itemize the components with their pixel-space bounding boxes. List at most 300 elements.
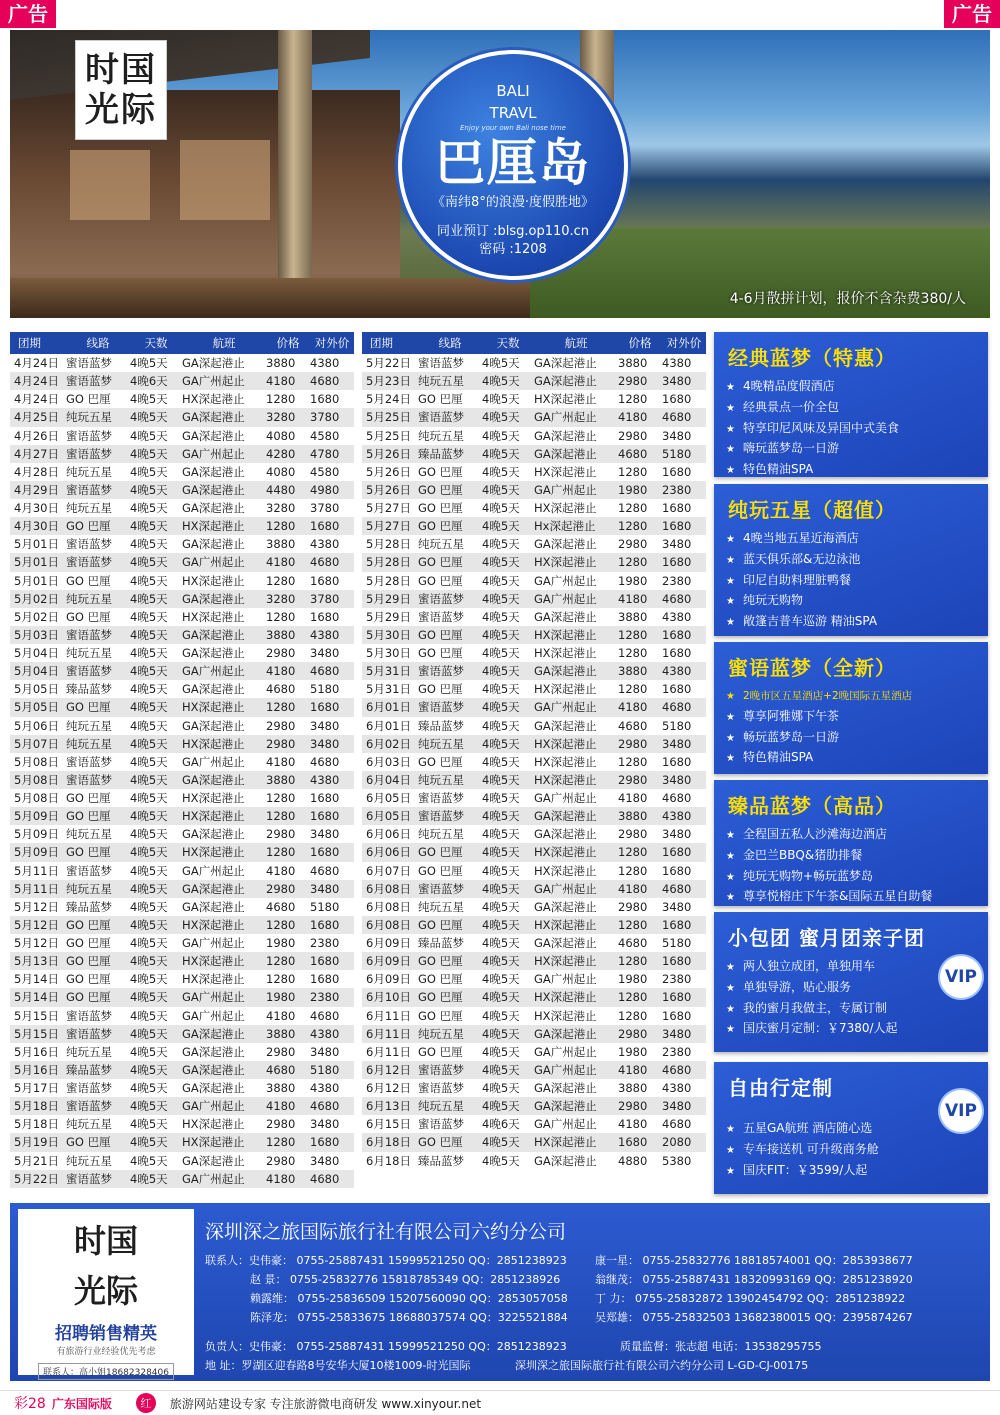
table-row: [10, 698, 354, 716]
table-cell: GA深起港止: [534, 356, 597, 371]
package-feature: ★ 特享印尼风味及异国中式美食: [726, 420, 899, 435]
table-cell: 1280: [266, 1135, 296, 1150]
table-cell: 5月12日: [14, 917, 59, 932]
table-cell: 4月27日: [14, 446, 59, 461]
column-header: 天数: [144, 336, 168, 350]
table-cell: 5月06日: [14, 718, 59, 733]
table-cell: 5月05日: [14, 700, 59, 715]
table-row: [362, 553, 706, 571]
table-cell: 5月29日: [366, 609, 411, 624]
package-feature: ★ 敞篷吉普车巡游 精油SPA: [726, 614, 878, 629]
star-icon: ★: [726, 444, 735, 456]
table-cell: 5月01日: [14, 555, 59, 570]
table-cell: 4080: [266, 464, 296, 479]
table-cell: HX深起港止: [182, 700, 245, 715]
contact-line: 联系人：史伟豪： 0755-25887431 15999521250 QQ：2851238923: [205, 1254, 567, 1267]
table-row: [362, 626, 706, 644]
table-cell: 5月22日: [14, 1171, 59, 1186]
star-icon: ★: [726, 382, 735, 393]
table-cell: 5月09日: [14, 845, 59, 860]
table-cell: HX深起港止: [182, 791, 245, 806]
table-cell: GO 巴厘: [418, 646, 463, 661]
table-cell: 3880: [618, 356, 648, 371]
table-cell: 1680: [310, 917, 340, 932]
recruit-contact: 联系人：高小姐18682328406: [38, 1363, 174, 1380]
table-cell: 3880: [266, 772, 296, 787]
table-cell: 4晚5天: [482, 1153, 520, 1168]
table-cell: HX深起港止: [534, 1135, 597, 1150]
table-cell: HX深起港止: [534, 555, 597, 570]
table-cell: GO 巴厘: [66, 609, 111, 624]
package-feature: ★ 印尼自助料理脏鸭餐: [726, 572, 851, 587]
table-cell: 5月25日: [366, 410, 411, 425]
table-cell: 4晚5天: [482, 1044, 520, 1059]
star-icon: ★: [726, 1124, 735, 1135]
table-cell: HX深起港止: [534, 627, 597, 642]
table-cell: 3880: [266, 627, 296, 642]
table-cell: 2980: [618, 772, 648, 787]
table-cell: 3480: [662, 374, 692, 389]
table-cell: GA广州起止: [182, 754, 245, 769]
package-panel: [714, 642, 988, 774]
table-cell: 3880: [266, 1026, 296, 1041]
table-cell: 5180: [310, 899, 340, 914]
table-cell: GA深起港止: [182, 627, 245, 642]
table-cell: GO 巴厘: [66, 990, 111, 1005]
table-cell: 4880: [618, 1153, 648, 1168]
edition-label: 广东国际版: [51, 1396, 112, 1411]
star-icon: ★: [726, 423, 735, 435]
title-badge: [398, 50, 628, 280]
table-cell: 3480: [310, 1153, 340, 1168]
table-cell: 3480: [662, 1099, 692, 1114]
table-cell: 纯玩五星: [66, 881, 112, 896]
column-header: 航班: [564, 336, 588, 350]
column-header: 价格: [628, 336, 652, 350]
edition-badge: 红: [136, 1393, 156, 1413]
table-cell: GO 巴厘: [418, 627, 463, 642]
table-cell: 1680: [662, 392, 692, 407]
table-cell: 5月31日: [366, 682, 411, 697]
table-cell: 4晚5天: [130, 791, 168, 806]
table-cell: GA深起港止: [534, 1081, 597, 1096]
table-cell: 纯玩五星: [66, 827, 112, 842]
table-cell: HX深起港止: [534, 845, 597, 860]
table-cell: 1680: [618, 1135, 648, 1150]
table-cell: 蜜语蓝梦: [418, 809, 464, 824]
package-feature: ★ 单独导游，贴心服务: [726, 979, 851, 994]
package-feature: ★ 国庆FIT：￥3599/人起: [726, 1162, 868, 1177]
table-cell: 4180: [618, 700, 648, 715]
table-cell: 5月19日: [14, 1135, 59, 1150]
table-cell: 4380: [662, 1081, 692, 1096]
table-cell: 3780: [310, 591, 340, 606]
table-cell: 5月02日: [14, 591, 59, 606]
table-cell: 4晚5天: [482, 446, 520, 461]
table-cell: 纯玩五星: [418, 1099, 464, 1114]
table-cell: 1680: [662, 555, 692, 570]
table-cell: GA深起港止: [534, 374, 597, 389]
table-row: [362, 572, 706, 590]
table-cell: GA广州起止: [182, 555, 245, 570]
table-row: [10, 427, 354, 445]
star-icon: ★: [726, 753, 735, 765]
table-cell: 4晚5天: [482, 881, 520, 896]
table-cell: 5月28日: [366, 573, 411, 588]
table-cell: 1280: [618, 392, 648, 407]
table-cell: GA广州起止: [182, 936, 245, 951]
contact-line: 赵 景： 0755-25832776 15818785349 QQ：2851238926: [250, 1273, 561, 1286]
table-cell: 4180: [618, 1117, 648, 1132]
package-feature: ★ 嗨玩蓝梦岛一日游: [726, 441, 839, 456]
table-cell: 2980: [618, 827, 648, 842]
table-cell: GA广州起止: [182, 664, 245, 679]
star-icon: ★: [726, 732, 735, 744]
table-cell: 4680: [266, 682, 296, 697]
table-row: [10, 789, 354, 807]
recruit-note: 有旅游行业经验优先考虑: [56, 1347, 156, 1357]
table-row: [10, 354, 354, 372]
star-icon: ★: [726, 711, 735, 723]
table-row: [10, 445, 354, 463]
table-cell: GA广州起止: [534, 410, 597, 425]
table-cell: 1280: [618, 627, 648, 642]
table-cell: 4月28日: [14, 464, 59, 479]
table-cell: GO 巴厘: [66, 917, 111, 932]
table-cell: 4680: [266, 899, 296, 914]
table-cell: 1280: [266, 972, 296, 987]
table-cell: 4晚5天: [130, 809, 168, 824]
table-cell: GA广州起止: [534, 972, 597, 987]
table-cell: 4晚5天: [130, 954, 168, 969]
table-cell: GA深起港止: [182, 410, 245, 425]
table-cell: 4晚5天: [130, 537, 168, 552]
table-cell: HX深起港止: [182, 736, 245, 751]
table-cell: 5月27日: [366, 519, 411, 534]
vip-badge: VIP: [940, 956, 982, 998]
table-cell: 4月24日: [14, 356, 59, 371]
table-row: [362, 408, 706, 426]
table-cell: GA深起港止: [182, 1153, 245, 1168]
table-cell: GA广州起止: [534, 1117, 597, 1132]
ad-label-left: 广告: [0, 0, 56, 28]
table-cell: 2380: [310, 936, 340, 951]
table-cell: 蜜语蓝梦: [66, 1081, 112, 1096]
footer-logo: 时国 光际 招聘销售精英 有旅游行业经验优先考虑 联系人：高小姐18682328406: [18, 1209, 194, 1375]
table-row: [10, 608, 354, 626]
table-row: [10, 1170, 354, 1188]
table-cell: 4380: [310, 356, 340, 371]
table-cell: 4晚5天: [130, 700, 168, 715]
table-cell: 5月12日: [14, 936, 59, 951]
ad-label-right: 广告: [944, 0, 1000, 28]
table-cell: 蜜语蓝梦: [66, 863, 112, 878]
table-cell: 4晚5天: [130, 936, 168, 951]
column-header: 对外价: [666, 336, 702, 350]
table-row: [10, 970, 354, 988]
table-cell: 蜜语蓝梦: [418, 664, 464, 679]
table-cell: 5月09日: [14, 827, 59, 842]
table-row: [362, 934, 706, 952]
table-cell: 6月04日: [366, 772, 411, 787]
table-cell: 蜜语蓝梦: [66, 356, 112, 371]
table-cell: 4180: [266, 863, 296, 878]
table-cell: 4晚5天: [130, 428, 168, 443]
column-header: 线路: [86, 336, 110, 350]
table-row: [10, 553, 354, 571]
table-cell: 5月23日: [366, 374, 411, 389]
table-cell: GO 巴厘: [66, 392, 111, 407]
table-cell: 4晚5天: [130, 410, 168, 425]
table-cell: 4晚5天: [130, 863, 168, 878]
star-icon: ★: [726, 892, 735, 904]
table-cell: GA深起港止: [534, 1099, 597, 1114]
table-cell: 6月02日: [366, 736, 411, 751]
table-cell: 纯玩五星: [418, 827, 464, 842]
table-cell: 1680: [662, 954, 692, 969]
table-row: [10, 1152, 354, 1170]
table-cell: 4晚5天: [482, 754, 520, 769]
table-cell: 3780: [310, 410, 340, 425]
table-cell: GA广州起止: [182, 863, 245, 878]
table-cell: 1680: [310, 972, 340, 987]
table-cell: 1680: [662, 845, 692, 860]
table-cell: GA深起港止: [182, 1044, 245, 1059]
table-cell: 1680: [310, 392, 340, 407]
table-cell: 臻品蓝梦: [418, 936, 464, 951]
contact-line: 翁继茂： 0755-25887431 18320993169 QQ：2851238920: [595, 1273, 913, 1286]
table-cell: 5月30日: [366, 646, 411, 661]
table-cell: 纯玩五星: [66, 1117, 112, 1132]
table-cell: 6月18日: [366, 1153, 411, 1168]
table-cell: 5180: [310, 1062, 340, 1077]
table-cell: 5180: [662, 718, 692, 733]
table-cell: 1280: [266, 573, 296, 588]
hero-banner: [10, 30, 990, 318]
table-row: [10, 680, 354, 698]
table-row: [362, 843, 706, 861]
table-cell: 1980: [618, 1044, 648, 1059]
table-cell: 4晚5天: [130, 1026, 168, 1041]
table-cell: 蜜语蓝梦: [418, 1081, 464, 1096]
package-feature: ★ 尊享阿雅娜下午茶: [726, 708, 839, 723]
table-cell: 4晚5天: [130, 827, 168, 842]
booking-site: 同业预订 :blsg.op110.cn: [436, 224, 590, 239]
column-header: 航班: [212, 336, 236, 350]
table-cell: 纯玩五星: [418, 537, 464, 552]
table-cell: 4晚5天: [482, 899, 520, 914]
package-title: 经典蓝梦（特惠）: [728, 346, 896, 370]
table-cell: 4晚5天: [482, 356, 520, 371]
table-cell: 4晚5天: [130, 972, 168, 987]
table-cell: 4晚5天: [482, 410, 520, 425]
table-cell: 5月17日: [14, 1081, 59, 1096]
table-cell: HX深起港止: [534, 772, 597, 787]
table-cell: 4180: [618, 791, 648, 806]
table-cell: 3480: [310, 1044, 340, 1059]
table-cell: 6月10日: [366, 990, 411, 1005]
table-cell: 纯玩五星: [418, 374, 464, 389]
table-cell: GO 巴厘: [66, 972, 111, 987]
table-cell: HX深起港止: [534, 682, 597, 697]
table-cell: 1680: [662, 863, 692, 878]
package-panel: [714, 780, 988, 906]
table-cell: 1680: [310, 845, 340, 860]
table-cell: 4980: [310, 482, 340, 497]
table-cell: 臻品蓝梦: [66, 1062, 112, 1077]
table-cell: HX深起港止: [534, 954, 597, 969]
table-cell: GO 巴厘: [418, 863, 463, 878]
table-cell: 3280: [266, 591, 296, 606]
table-cell: 6月08日: [366, 917, 411, 932]
table-cell: 4180: [266, 1171, 296, 1186]
table-cell: HX深起港止: [182, 845, 245, 860]
table-row: [10, 880, 354, 898]
table-cell: 5月02日: [14, 609, 59, 624]
package-feature: ★ 尊享悦榕庄下午茶&国际五星自助餐: [726, 889, 933, 904]
table-cell: 2380: [662, 972, 692, 987]
table-cell: GA深起港止: [182, 356, 245, 371]
license-line: 深圳深之旅国际旅行社有限公司六约分公司 L-GD-CJ-00175: [515, 1359, 809, 1372]
table-row: [362, 1025, 706, 1043]
table-cell: 2980: [266, 827, 296, 842]
table-row: [362, 825, 706, 843]
table-cell: 4月30日: [14, 501, 59, 516]
table-cell: HX深起港止: [182, 573, 245, 588]
table-cell: 4晚5天: [482, 374, 520, 389]
table-cell: GA广州起止: [534, 1044, 597, 1059]
table-row: [10, 644, 354, 662]
table-cell: GA深起港止: [182, 537, 245, 552]
table-cell: 5月13日: [14, 954, 59, 969]
table-cell: 4680: [310, 1008, 340, 1023]
package-feature: ★ 4晚当地五星近海酒店: [726, 531, 859, 545]
table-cell: 1280: [618, 682, 648, 697]
table-cell: 3880: [618, 609, 648, 624]
table-cell: 蜜语蓝梦: [66, 537, 112, 552]
table-cell: 3480: [662, 537, 692, 552]
table-cell: 1680: [662, 682, 692, 697]
table-cell: 1680: [310, 1135, 340, 1150]
table-row: [362, 1007, 706, 1025]
table-cell: 臻品蓝梦: [66, 899, 112, 914]
table-cell: 蜜语蓝梦: [66, 482, 112, 497]
table-cell: 4680: [662, 1117, 692, 1132]
table-cell: 2380: [662, 573, 692, 588]
table-cell: GO 巴厘: [418, 519, 463, 534]
table-cell: 2380: [662, 482, 692, 497]
star-icon: ★: [726, 1144, 735, 1156]
table-cell: 5月05日: [14, 682, 59, 697]
table-cell: 蜜语蓝梦: [66, 1171, 112, 1186]
table-cell: 2380: [310, 990, 340, 1005]
table-cell: 4380: [662, 809, 692, 824]
address-line: 地 址：罗湖区迎春路8号安华大厦10楼1009-时光国际: [205, 1359, 471, 1372]
table-header: [10, 332, 354, 354]
table-cell: 4680: [662, 1062, 692, 1077]
table-cell: 6月08日: [366, 899, 411, 914]
star-icon: ★: [726, 575, 735, 587]
table-cell: 6月09日: [366, 954, 411, 969]
table-cell: 蜜语蓝梦: [66, 1008, 112, 1023]
table-cell: 4晚5天: [130, 482, 168, 497]
table-cell: 5月01日: [14, 537, 59, 552]
table-cell: GO 巴厘: [418, 917, 463, 932]
table-row: [362, 898, 706, 916]
table-cell: 5月29日: [366, 591, 411, 606]
table-cell: GA广州起止: [182, 1008, 245, 1023]
table-cell: 3480: [662, 1026, 692, 1041]
table-cell: 4180: [266, 1008, 296, 1023]
table-cell: 4晚5天: [482, 464, 520, 479]
table-cell: 臻品蓝梦: [418, 718, 464, 733]
table-row: [10, 517, 354, 535]
table-cell: 4晚5天: [482, 791, 520, 806]
contact-line: 吴郑雄： 0755-25832503 13682380015 QQ：2395874267: [595, 1311, 913, 1324]
table-cell: 1280: [618, 863, 648, 878]
table-cell: HX深起港止: [182, 1117, 245, 1132]
table-cell: 2980: [618, 736, 648, 751]
table-cell: 2980: [618, 1099, 648, 1114]
table-cell: 1680: [662, 464, 692, 479]
schedule-table-left: [10, 332, 354, 1188]
table-cell: 5月30日: [366, 627, 411, 642]
table-cell: 1680: [310, 573, 340, 588]
table-cell: 1280: [266, 809, 296, 824]
table-row: [362, 390, 706, 408]
table-cell: 4晚5天: [130, 392, 168, 407]
table-cell: 4晚5天: [482, 482, 520, 497]
travl-label: TRAVL: [489, 104, 537, 122]
table-cell: 4680: [662, 791, 692, 806]
table-cell: 臻品蓝梦: [418, 1153, 464, 1168]
table-cell: 1680: [310, 809, 340, 824]
package-feature: ★ 4晚精品度假酒店: [726, 379, 835, 393]
table-cell: 4680: [310, 1099, 340, 1114]
table-cell: 4380: [662, 356, 692, 371]
table-cell: 纯玩五星: [418, 1026, 464, 1041]
table-cell: 4680: [310, 754, 340, 769]
table-cell: GO 巴厘: [418, 845, 463, 860]
table-cell: 1280: [266, 791, 296, 806]
table-row: [362, 771, 706, 789]
table-cell: 5月26日: [366, 464, 411, 479]
table-cell: 5月14日: [14, 990, 59, 1005]
table-cell: 1280: [266, 609, 296, 624]
table-cell: 3880: [266, 356, 296, 371]
footer: [10, 1203, 990, 1381]
table-cell: 纯玩五星: [66, 1044, 112, 1059]
table-cell: GA深起港止: [182, 1062, 245, 1077]
column-header: 线路: [438, 336, 462, 350]
table-cell: HX深起港止: [182, 392, 245, 407]
table-cell: 4680: [310, 1171, 340, 1186]
table-cell: 4580: [310, 464, 340, 479]
table-cell: 4480: [266, 482, 296, 497]
table-cell: 4晚5天: [482, 972, 520, 987]
table-cell: GO 巴厘: [418, 990, 463, 1005]
table-cell: GA深起港止: [534, 1153, 597, 1168]
table-cell: 2980: [266, 881, 296, 896]
table-cell: 纯玩五星: [418, 772, 464, 787]
table-cell: 纯玩五星: [418, 899, 464, 914]
table-cell: 6月01日: [366, 718, 411, 733]
package-feature: ★ 我的蜜月我做主，专属订制: [726, 1000, 887, 1015]
table-cell: 蜜语蓝梦: [66, 446, 112, 461]
table-cell: GO 巴厘: [66, 954, 111, 969]
star-icon: ★: [726, 1003, 735, 1015]
table-cell: 1280: [266, 917, 296, 932]
